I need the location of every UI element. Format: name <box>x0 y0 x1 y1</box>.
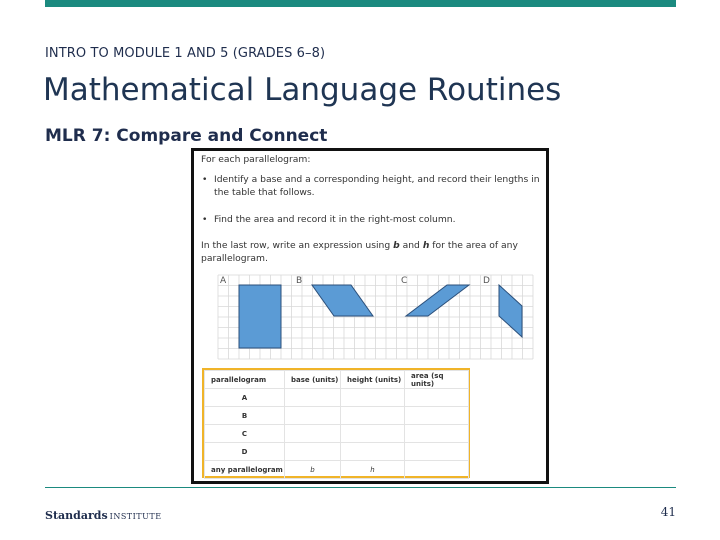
table-row <box>205 389 469 407</box>
task-bullet-2: • Find the area and record it in the right-most column. <box>194 213 456 226</box>
task-intro: For each parallelogram: <box>201 154 311 165</box>
base-cell: b <box>285 461 341 479</box>
table-header-row <box>205 371 469 389</box>
task-image-frame <box>191 148 549 484</box>
base-cell[interactable] <box>285 425 341 443</box>
shape-label-b: B <box>296 276 303 286</box>
row-label: C <box>205 425 285 443</box>
column-header: height (units) <box>341 371 405 389</box>
table-row <box>205 425 469 443</box>
area-cell[interactable] <box>405 425 469 443</box>
page-number: 41 <box>660 505 676 519</box>
slide-title: Mathematical Language Routines <box>43 72 562 108</box>
row-label: A <box>205 389 285 407</box>
logo-sub-text: INSTITUTE <box>109 512 162 521</box>
shape-label-a: A <box>220 276 227 286</box>
height-cell[interactable] <box>341 443 405 461</box>
parallelogram-d <box>499 285 522 337</box>
section-heading: MLR 7: Compare and Connect <box>45 126 328 146</box>
parallelogram-b <box>312 285 373 316</box>
task-bullet-1-line-2: the table that follows. <box>214 187 315 198</box>
closing-var-h: h <box>422 240 430 251</box>
area-cell[interactable] <box>405 389 469 407</box>
shape-label-d: D <box>483 276 490 286</box>
record-table-frame <box>202 368 470 478</box>
table-row <box>205 443 469 461</box>
record-table <box>204 370 469 479</box>
table-row <box>205 407 469 425</box>
parallelogram-a <box>239 285 281 348</box>
row-label: B <box>205 407 285 425</box>
column-header: parallelogram <box>205 371 285 389</box>
parallelogram-grid <box>216 273 534 361</box>
column-header: base (units) <box>285 371 341 389</box>
height-cell[interactable] <box>341 407 405 425</box>
closing-text-pre: In the last row, write an expression using <box>201 240 394 251</box>
standards-institute-logo <box>45 504 162 523</box>
closing-var-b: b <box>393 240 400 251</box>
task-bullet-1-line-1: Identify a base and a corresponding height, and record their lengths in <box>214 174 540 185</box>
closing-text-and: and <box>399 240 423 251</box>
area-cell[interactable] <box>405 443 469 461</box>
logo-main-text: Standards <box>45 509 108 522</box>
area-cell[interactable] <box>405 407 469 425</box>
height-cell: h <box>341 461 405 479</box>
footer-divider <box>45 487 676 488</box>
table-row <box>205 461 469 479</box>
row-label: any parallelogram <box>205 461 285 479</box>
slide-subtitle: INTRO TO MODULE 1 AND 5 (GRADES 6–8) <box>45 46 326 61</box>
closing-text-post: for the area of any <box>429 240 518 251</box>
base-cell[interactable] <box>285 389 341 407</box>
height-cell[interactable] <box>341 425 405 443</box>
area-cell[interactable] <box>405 461 469 479</box>
task-bullet-1 <box>194 173 540 199</box>
base-cell[interactable] <box>285 407 341 425</box>
base-cell[interactable] <box>285 443 341 461</box>
top-accent-bar <box>45 0 676 7</box>
closing-text-line-2: parallelogram. <box>201 253 268 264</box>
column-header: area (sq units) <box>405 371 469 389</box>
shape-label-c: C <box>401 276 408 286</box>
height-cell[interactable] <box>341 389 405 407</box>
task-closing-instruction <box>201 239 518 265</box>
row-label: D <box>205 443 285 461</box>
